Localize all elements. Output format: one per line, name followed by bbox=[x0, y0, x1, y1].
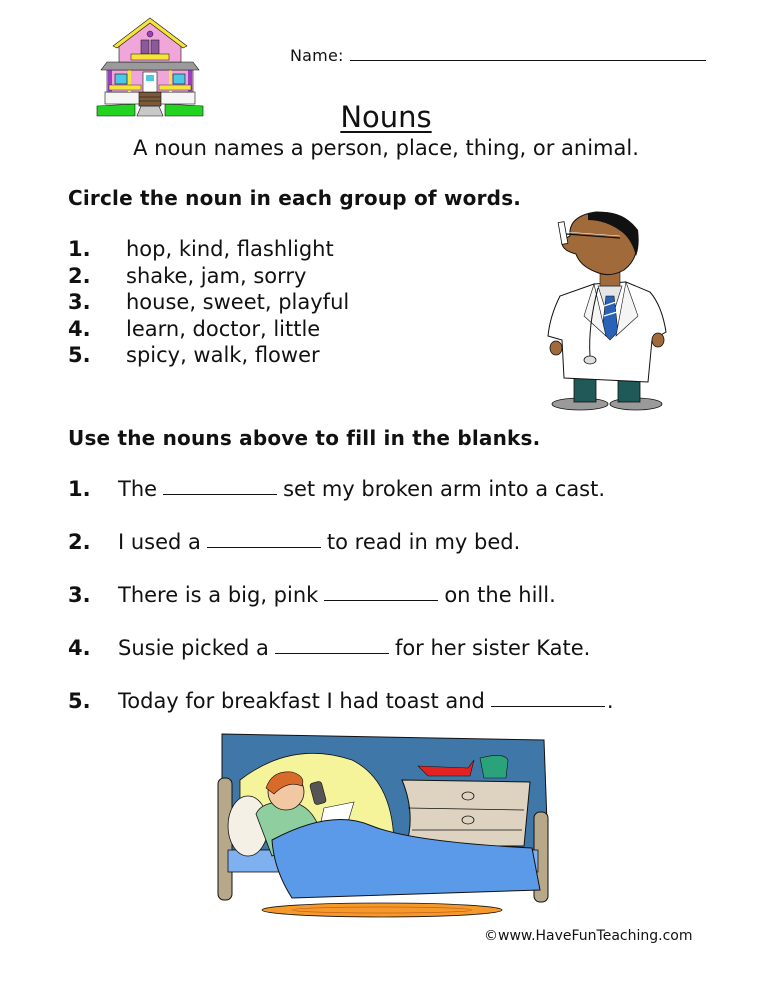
sentence-after: for her sister Kate. bbox=[394, 636, 591, 660]
word-group[interactable]: house, sweet, playful bbox=[126, 290, 350, 314]
item-number: 5. bbox=[68, 689, 91, 713]
answer-blank[interactable] bbox=[324, 580, 438, 601]
item-number: 4. bbox=[68, 316, 91, 341]
name-blank[interactable] bbox=[350, 46, 706, 61]
answer-blank[interactable] bbox=[163, 474, 277, 495]
item-number: 2. bbox=[68, 530, 91, 554]
sentence-before: Susie picked a bbox=[118, 636, 269, 660]
answer-blank[interactable] bbox=[275, 633, 389, 654]
section2-heading: Use the nouns above to fill in the blanks. bbox=[68, 426, 541, 450]
item-number: 3. bbox=[68, 290, 91, 314]
sentence-after: set my broken arm into a cast. bbox=[283, 477, 606, 501]
name-field[interactable] bbox=[290, 46, 706, 65]
copyright-footer: ©www.HaveFunTeaching.com bbox=[484, 928, 693, 944]
item-number: 2. bbox=[68, 263, 91, 288]
sentence-before: There is a big, pink bbox=[118, 583, 319, 607]
sentence-item bbox=[68, 633, 614, 686]
sentence-after: . bbox=[606, 689, 614, 713]
sentence-item bbox=[68, 474, 614, 527]
list-item bbox=[68, 263, 349, 290]
word-group[interactable]: spicy, walk, flower bbox=[126, 343, 320, 367]
item-number: 4. bbox=[68, 636, 91, 660]
list-item bbox=[68, 236, 349, 263]
sentence-after: on the hill. bbox=[444, 583, 556, 607]
list-item bbox=[68, 316, 349, 343]
sentence-before: The bbox=[118, 477, 158, 501]
answer-blank[interactable] bbox=[207, 527, 321, 548]
item-number: 1. bbox=[68, 237, 91, 261]
item-number: 3. bbox=[68, 583, 91, 607]
word-group[interactable]: hop, kind, flashlight bbox=[126, 237, 334, 261]
sentence-item bbox=[68, 580, 614, 633]
sentence-item bbox=[68, 527, 614, 580]
item-number: 5. bbox=[68, 343, 91, 367]
name-label: Name: bbox=[290, 46, 344, 65]
definition-text: A noun names a person, place, thing, or animal. bbox=[133, 136, 639, 160]
doctor-illustration bbox=[540, 206, 680, 412]
page-title: Nouns bbox=[340, 100, 432, 134]
boy-reading-in-bed-illustration bbox=[212, 730, 558, 920]
word-group-list bbox=[68, 236, 349, 369]
list-item bbox=[68, 289, 349, 316]
sentence-before: I used a bbox=[118, 530, 201, 554]
word-group[interactable]: shake, jam, sorry bbox=[126, 263, 307, 288]
item-number: 1. bbox=[68, 477, 91, 501]
list-item bbox=[68, 342, 349, 369]
section1-heading: Circle the noun in each group of words. bbox=[68, 186, 522, 210]
answer-blank[interactable] bbox=[491, 686, 605, 707]
fill-in-blank-list bbox=[68, 474, 614, 739]
word-group[interactable]: learn, doctor, little bbox=[126, 316, 321, 341]
sentence-after: to read in my bed. bbox=[326, 530, 521, 554]
sentence-before: Today for breakfast I had toast and bbox=[118, 689, 485, 713]
